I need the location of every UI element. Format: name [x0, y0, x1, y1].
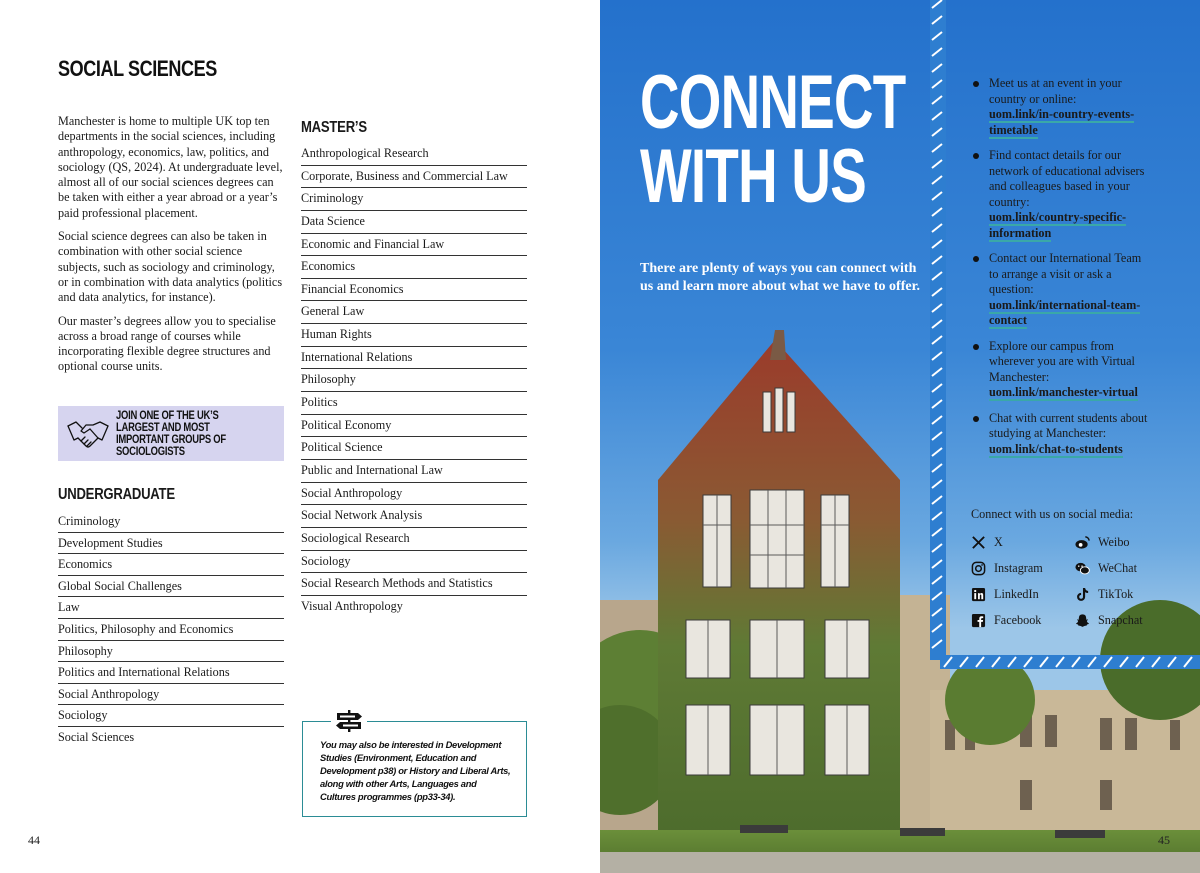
connect-title-line: CONNECT	[640, 60, 906, 145]
contact-item	[972, 76, 1150, 138]
connect-title	[640, 60, 906, 219]
undergraduate-list	[58, 511, 284, 749]
list-item: Development Studies	[58, 533, 284, 555]
list-item: Criminology	[58, 511, 284, 533]
list-item: Human Rights	[301, 324, 527, 347]
social-link-x[interactable]	[971, 533, 1075, 552]
x-icon	[971, 535, 986, 550]
contact-item	[972, 251, 1150, 329]
social-link-tiktok[interactable]	[1075, 585, 1161, 604]
contact-text: Find contact details for our network of educational advisers and colleagues based in your country:	[989, 148, 1145, 209]
intro-paragraph: Manchester is home to multiple UK top ten departments in the social sciences, including anthropology, economics, law, politics, and sociology (QS, 2024). At undergraduate level, almost all of our social sciences degrees can be taken with either a year abroad or a year’s paid professional placement.	[58, 114, 283, 220]
facebook-icon	[971, 613, 986, 628]
wechat-icon	[1075, 561, 1090, 576]
social-link-snapchat[interactable]	[1075, 611, 1161, 630]
list-item: Sociology	[58, 705, 284, 727]
contact-text: Chat with current students about studying at Manchester:	[989, 410, 1148, 440]
social-label: X	[994, 535, 1003, 549]
social-label: Instagram	[994, 561, 1043, 575]
masters-list	[301, 143, 527, 618]
contact-text: Meet us at an event in your country or online:	[989, 76, 1122, 106]
list-item: International Relations	[301, 347, 527, 370]
list-item: Politics, Philosophy and Economics	[58, 619, 284, 641]
social-label: Weibo	[1098, 535, 1130, 549]
list-item: General Law	[301, 301, 527, 324]
list-item: Social Anthropology	[301, 483, 527, 506]
contact-link[interactable]: uom.link/international-team-contact	[989, 297, 1141, 327]
social-links	[971, 533, 1161, 630]
social-link-facebook[interactable]	[971, 611, 1075, 630]
list-item: Global Social Challenges	[58, 576, 284, 598]
list-item: Economic and Financial Law	[301, 234, 527, 257]
contact-item	[972, 411, 1150, 458]
signpost-icon	[331, 708, 367, 734]
list-item: Criminology	[301, 188, 527, 211]
list-item: Philosophy	[301, 369, 527, 392]
weibo-icon	[1075, 535, 1090, 550]
list-item: Data Science	[301, 211, 527, 234]
social-label: Snapchat	[1098, 613, 1143, 627]
contact-link[interactable]: uom.link/in-country-events-timetable	[989, 107, 1135, 137]
list-item: Sociology	[301, 551, 527, 574]
social-heading: Connect with us on social media:	[971, 507, 1134, 521]
callout-text: JOIN ONE OF THE UK’S LARGEST AND MOST IMPORTANT GROUPS OF SOCIOLOGISTS	[116, 409, 226, 458]
list-item: Law	[58, 597, 284, 619]
list-item: Politics	[301, 392, 527, 415]
list-item: Visual Anthropology	[301, 598, 403, 613]
connect-title-line: WITH US	[640, 134, 866, 219]
social-link-instagram[interactable]	[971, 559, 1075, 578]
intro-paragraph: Social science degrees can also be taken in combination with other social science subjects, such as sociology and criminology, or in combination with data analytics (politics and data analytics, for instance).	[58, 229, 283, 305]
social-label: TikTok	[1098, 587, 1134, 601]
intro-text	[58, 114, 286, 383]
connect-subtitle: There are plenty of ways you can connect with us and learn more about what we have to offer.	[640, 261, 920, 295]
social-link-weibo[interactable]	[1075, 533, 1161, 552]
list-item: Financial Economics	[301, 279, 527, 302]
list-item: Public and International Law	[301, 460, 527, 483]
contact-item	[972, 339, 1150, 401]
list-item: Politics and International Relations	[58, 662, 284, 684]
contact-item	[972, 148, 1150, 241]
intro-paragraph: Our master’s degrees allow you to specialise across a broad range of courses while incorporating flexible degree structures and optional course units.	[58, 313, 276, 374]
list-item: Economics	[58, 554, 284, 576]
social-label: LinkedIn	[994, 587, 1039, 601]
section-title: SOCIAL SCIENCES	[58, 56, 217, 81]
page-number: 44	[28, 833, 40, 847]
social-label: WeChat	[1098, 561, 1137, 575]
page-number: 45	[1158, 833, 1170, 847]
handshake-icon	[66, 416, 110, 452]
contact-link[interactable]: uom.link/chat-to-students	[989, 441, 1123, 456]
contact-text: Explore our campus from wherever you are with Virtual Manchester:	[989, 338, 1135, 384]
social-link-linkedin[interactable]	[971, 585, 1075, 604]
undergraduate-heading: UNDERGRADUATE	[58, 486, 175, 503]
contact-text: Contact our International Team to arrange a visit or ask a question:	[989, 251, 1142, 296]
contact-list	[972, 76, 1150, 467]
list-item: Political Economy	[301, 415, 527, 438]
list-item: Social Research Methods and Statistics	[301, 573, 527, 596]
diagonal-stripe-border	[930, 0, 946, 660]
list-item: Corporate, Business and Commercial Law	[301, 166, 527, 189]
social-link-wechat[interactable]	[1075, 559, 1161, 578]
snapchat-icon	[1075, 613, 1090, 628]
list-item: Political Science	[301, 437, 527, 460]
contact-link[interactable]: uom.link/manchester-virtual	[989, 385, 1138, 399]
list-item: Social Anthropology	[58, 684, 284, 706]
interest-note-box	[302, 721, 527, 817]
list-item: Anthropological Research	[301, 143, 527, 166]
list-item: Social Network Analysis	[301, 505, 527, 528]
tiktok-icon	[1075, 587, 1090, 602]
linkedin-icon	[971, 587, 986, 602]
diagonal-stripe-border-bottom	[940, 655, 1200, 669]
interest-note: You may also be interested in Development Studies (Environment, Education and Development p38) or History and Liberal Arts, along with other Arts, Languages and Cultures programmes (pp33-34).	[320, 739, 511, 802]
list-item: Economics	[301, 256, 527, 279]
social-label: Facebook	[994, 613, 1042, 627]
instagram-icon	[971, 561, 986, 576]
masters-heading: MASTER’S	[301, 119, 367, 136]
sociologists-callout	[58, 406, 284, 461]
list-item: Sociological Research	[301, 528, 527, 551]
list-item: Philosophy	[58, 641, 284, 663]
list-item: Social Sciences	[58, 729, 135, 744]
contact-link[interactable]: uom.link/country-specific-information	[989, 210, 1127, 240]
